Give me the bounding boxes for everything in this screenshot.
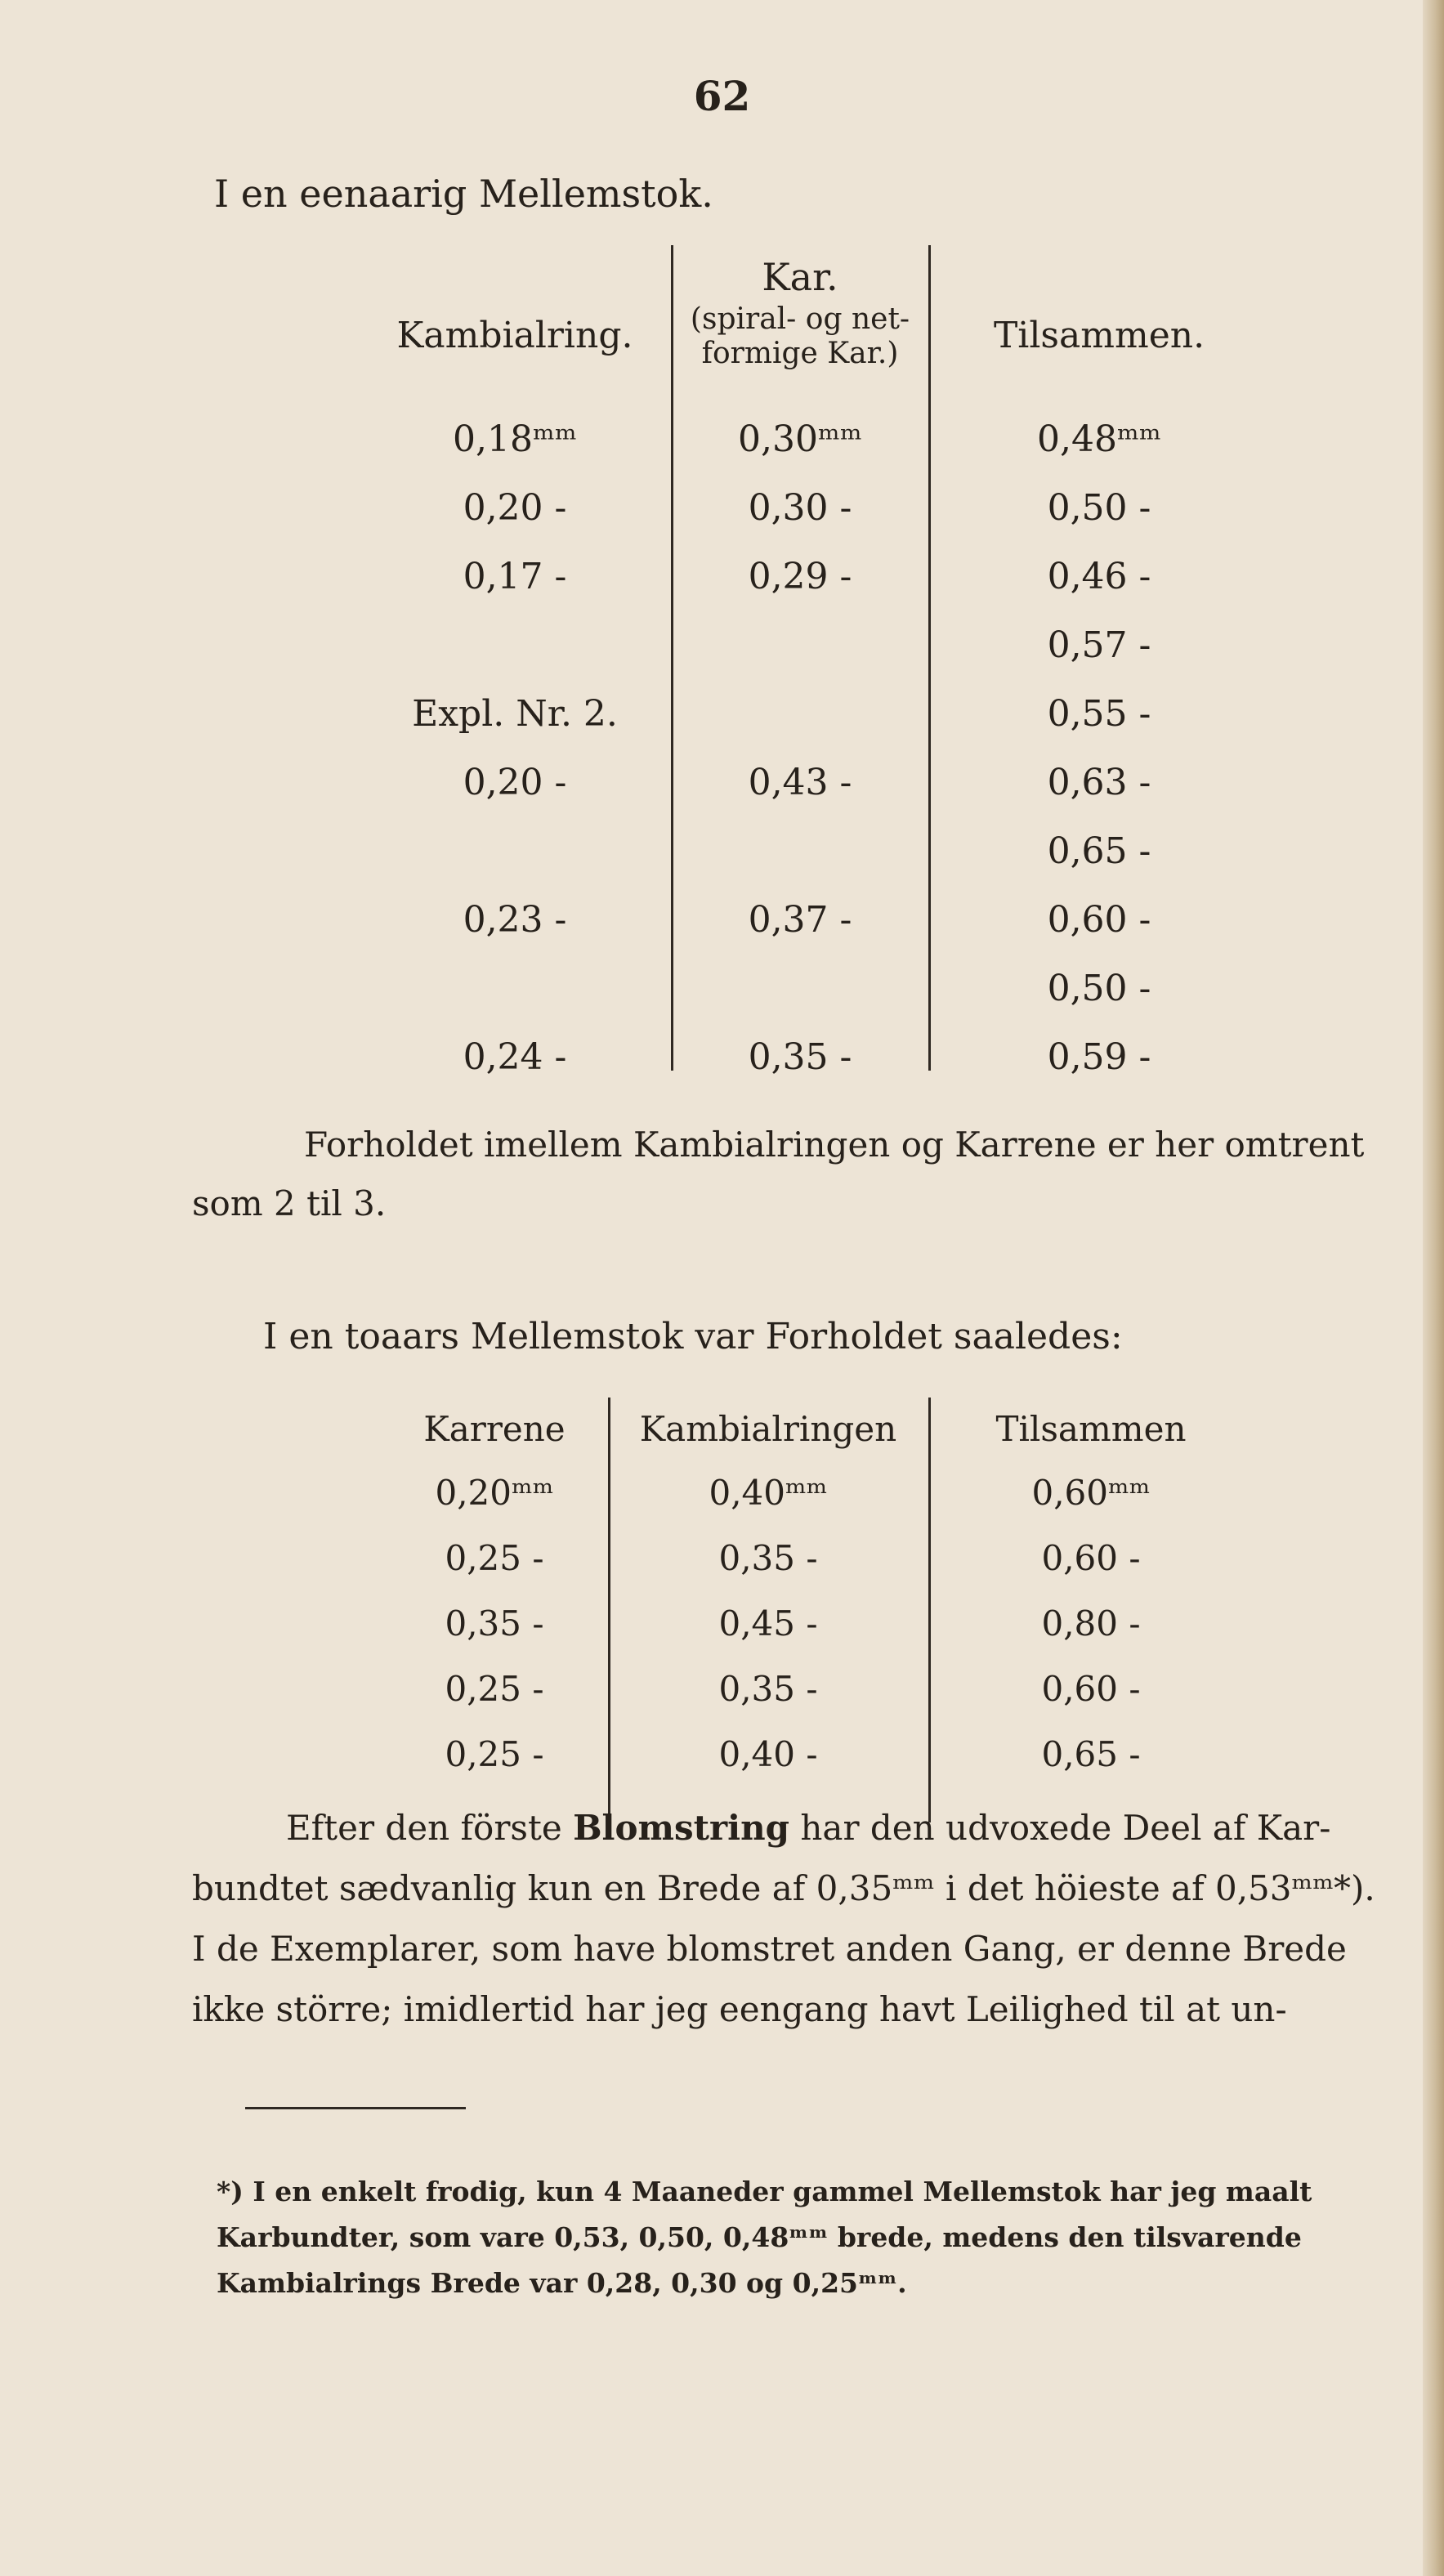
table2-cell-tilsammen: 0,80 - (1041, 1603, 1141, 1644)
table2-cell-kambialringen: 0,40 - (718, 1734, 818, 1774)
table2-cell-tilsammen: 0,60 - (1041, 1669, 1141, 1709)
table2-header-karrene: Karrene (423, 1409, 566, 1449)
table2-cell-kambialringen: 0,40ᵐᵐ (709, 1473, 828, 1513)
paragraph-line1 (286, 1808, 1330, 1848)
table1-cell-kambialring: 0,24 - (463, 1036, 567, 1078)
table2-cell-kambialringen: 0,45 - (718, 1603, 818, 1644)
table2-cell-karrene: 0,20ᵐᵐ (435, 1473, 554, 1513)
table1-cell-kar: 0,37 - (748, 899, 852, 941)
table1-divider-right (928, 245, 931, 1071)
table1-cell-kar: 0,30 - (748, 487, 852, 529)
table1-cell-tilsammen: 0,48ᵐᵐ (1037, 418, 1161, 460)
table1-cell-tilsammen: 0,60 - (1047, 899, 1151, 941)
table1-cell-kambialring: 0,20 - (463, 762, 567, 803)
table2-cell-tilsammen: 0,60 - (1041, 1538, 1141, 1578)
table1-header-kar-sub1: (spiral- og net- (690, 302, 910, 336)
table2-cell-tilsammen: 0,60ᵐᵐ (1031, 1473, 1151, 1513)
table2-cell-karrene: 0,25 - (445, 1538, 544, 1578)
table1-header-kar: Kar. (762, 255, 838, 299)
table2-cell-tilsammen: 0,65 - (1041, 1734, 1141, 1774)
paragraph-line2: bundtet sædvanlig kun en Brede af 0,35ᵐᵐ i det höieste af 0,53ᵐᵐ*). (192, 1868, 1375, 1908)
section1-heading: I en eenaarig Mellemstok. (214, 172, 713, 216)
table2-header-tilsammen: Tilsammen (995, 1409, 1187, 1449)
table2-cell-kambialringen: 0,35 - (718, 1538, 818, 1578)
table2-header-kambialringen: Kambialringen (639, 1409, 897, 1449)
table1-divider-left (671, 245, 673, 1071)
table1-cell-kambialring: 0,20 - (463, 487, 567, 529)
table1-cell-kambialring: Expl. Nr. 2. (412, 693, 618, 735)
table1-cell-tilsammen: 0,50 - (1047, 968, 1151, 1009)
table2-divider-right (928, 1398, 931, 1822)
table1-header-kar-sub2: formige Kar.) (701, 337, 899, 370)
table1-cell-tilsammen: 0,50 - (1047, 487, 1151, 529)
table1-cell-tilsammen: 0,59 - (1047, 1036, 1151, 1078)
table1-cell-kambialring: 0,17 - (463, 556, 567, 597)
table1-header-kambialring: Kambialring. (396, 315, 633, 356)
paragraph-line3: I de Exemplarer, som have blomstret anden Gang, er denne Brede (192, 1929, 1347, 1969)
footnote-line1: *) I en enkelt frodig, kun 4 Maaneder gammel Mellemstok har jeg maalt (217, 2176, 1312, 2207)
table1-cell-kar: 0,29 - (748, 556, 852, 597)
table2-divider-left (608, 1398, 610, 1822)
table1-cell-kambialring: 0,18ᵐᵐ (453, 418, 577, 460)
section1-note-line1: Forholdet imellem Kambialringen og Karrene er her omtrent (304, 1125, 1365, 1165)
table1-header-tilsammen: Tilsammen. (993, 315, 1205, 356)
table1-cell-kar: 0,30ᵐᵐ (738, 418, 862, 460)
table1-cell-kar: 0,43 - (748, 762, 852, 803)
footnote-line3: Kambialrings Brede var 0,28, 0,30 og 0,25ᵐᵐ. (217, 2267, 907, 2299)
table1-cell-tilsammen: 0,46 - (1047, 556, 1151, 597)
table2-cell-kambialringen: 0,35 - (718, 1669, 818, 1709)
table2-cell-karrene: 0,35 - (445, 1603, 544, 1644)
section1-note-line2: som 2 til 3. (192, 1183, 387, 1223)
table2-cell-karrene: 0,25 - (445, 1734, 544, 1774)
footnote-line2: Karbundter, som vare 0,53, 0,50, 0,48ᵐᵐ brede, medens den tilsvarende (217, 2221, 1302, 2253)
paragraph-line4: ikke större; imidlertid har jeg eengang havt Leilighed til at un- (192, 1989, 1287, 2029)
table1-cell-tilsammen: 0,55 - (1047, 693, 1151, 735)
table1-cell-tilsammen: 0,57 - (1047, 624, 1151, 666)
table1-cell-kambialring: 0,23 - (463, 899, 567, 941)
paragraph-line1-start: Efter den förste (286, 1808, 574, 1848)
page-number: 62 (693, 72, 751, 120)
paragraph-line1-end: har den udvoxede Deel af Kar- (789, 1808, 1331, 1848)
paragraph-line1-bold: Blomstring (573, 1808, 790, 1848)
table1-cell-tilsammen: 0,65 - (1047, 830, 1151, 872)
section2-heading: I en toaars Mellemstok var Forholdet saaledes: (263, 1316, 1123, 1357)
table1-cell-tilsammen: 0,63 - (1047, 762, 1151, 803)
page-edge-shadow (1423, 0, 1444, 2576)
footnote-rule (245, 2107, 466, 2109)
table1-cell-kar: 0,35 - (748, 1036, 852, 1078)
table2-cell-karrene: 0,25 - (445, 1669, 544, 1709)
